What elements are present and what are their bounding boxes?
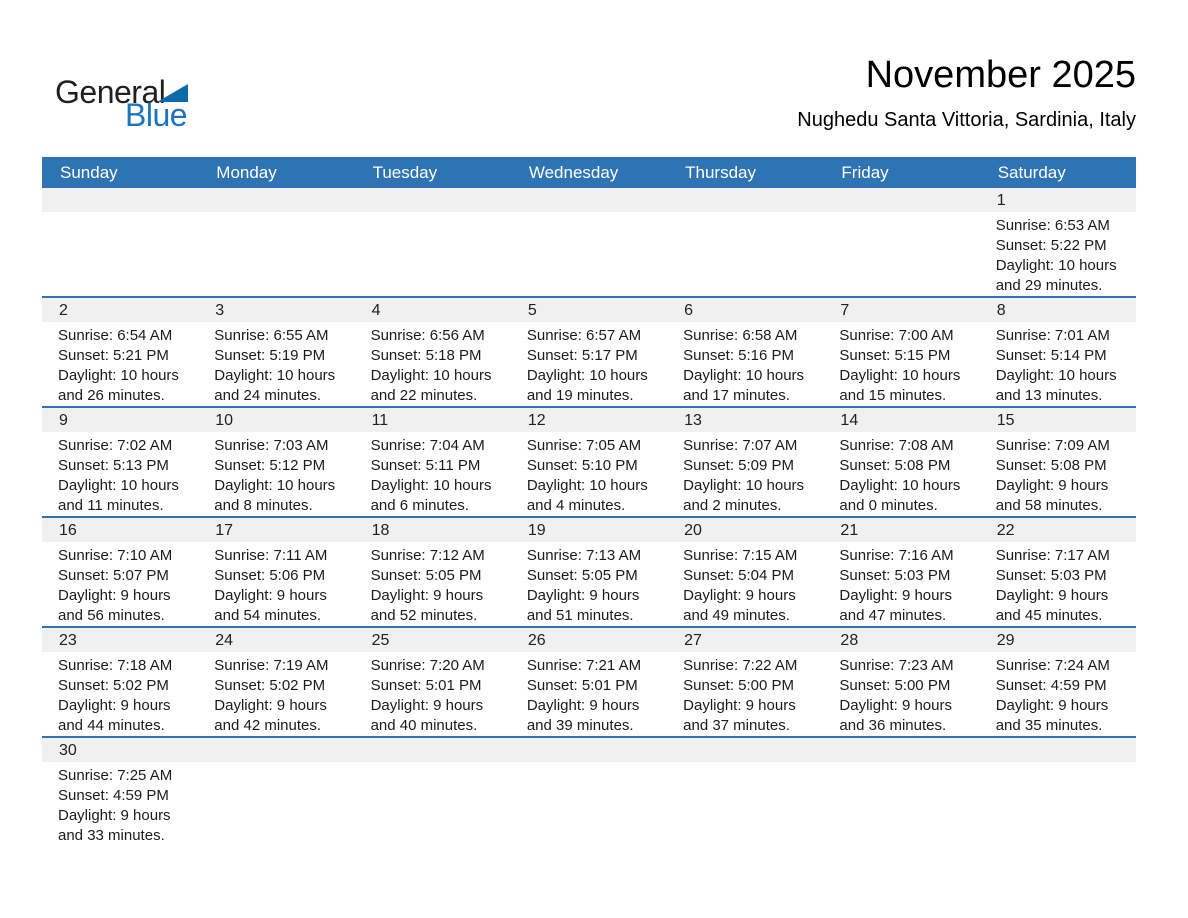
- day-number: [667, 188, 823, 212]
- day-detail-line: and 42 minutes.: [214, 717, 322, 734]
- day-detail-line: Sunrise: 7:24 AM: [995, 657, 1110, 674]
- day-detail-line: Sunrise: 7:03 AM: [214, 437, 329, 454]
- day-details: [198, 652, 354, 736]
- day-detail-line: Sunset: 5:02 PM: [214, 677, 326, 694]
- calendar-week-row: [42, 738, 1136, 846]
- day-detail-line: Sunset: 5:12 PM: [214, 457, 326, 474]
- empty-day-cell: [511, 188, 667, 296]
- empty-day-cell: [355, 738, 511, 846]
- day-detail-line: Sunrise: 7:20 AM: [370, 657, 485, 674]
- day-detail-line: Sunset: 5:16 PM: [683, 347, 795, 364]
- day-detail-line: and 44 minutes.: [58, 717, 165, 734]
- day-number: 8: [980, 298, 1136, 322]
- day-details: [823, 432, 979, 516]
- weekday-header-row: [42, 157, 1136, 188]
- day-detail-line: Daylight: 10 hours: [683, 367, 805, 384]
- day-cell-11: [355, 408, 511, 516]
- calendar-week-row: [42, 298, 1136, 408]
- day-detail-line: Sunrise: 7:22 AM: [683, 657, 798, 674]
- day-detail-line: Daylight: 10 hours: [995, 257, 1117, 274]
- day-detail-line: and 47 minutes.: [839, 607, 947, 624]
- day-details: [667, 652, 823, 736]
- day-details: [198, 432, 354, 516]
- empty-day-cell: [823, 738, 979, 846]
- day-detail-line: Daylight: 10 hours: [683, 477, 805, 494]
- day-detail-line: Sunrise: 6:54 AM: [58, 327, 173, 344]
- day-details: [355, 432, 511, 516]
- day-detail-line: Sunrise: 7:15 AM: [683, 547, 798, 564]
- calendar-week-row: [42, 518, 1136, 628]
- day-details: [823, 542, 979, 626]
- day-number: 22: [980, 518, 1136, 542]
- day-detail-line: Sunset: 5:00 PM: [683, 677, 795, 694]
- day-detail-line: Sunrise: 7:21 AM: [526, 657, 642, 674]
- day-details: [823, 652, 979, 736]
- day-cell-8: [980, 298, 1136, 406]
- day-details: [511, 542, 667, 626]
- day-details: [42, 762, 198, 846]
- day-number: [511, 738, 667, 762]
- day-detail-line: Sunset: 5:13 PM: [58, 457, 169, 474]
- day-detail-line: Sunset: 5:21 PM: [58, 347, 169, 364]
- day-number: [980, 738, 1136, 762]
- title-block: [797, 55, 1136, 132]
- day-detail-line: Sunset: 5:07 PM: [58, 567, 169, 584]
- day-detail-line: Daylight: 9 hours: [683, 697, 796, 714]
- day-detail-line: and 45 minutes.: [995, 607, 1103, 624]
- empty-day-cell: [42, 188, 198, 296]
- day-cell-13: [667, 408, 823, 516]
- day-number: 7: [823, 298, 979, 322]
- day-details: [980, 322, 1136, 406]
- day-detail-line: and 19 minutes.: [526, 387, 634, 404]
- day-number: 16: [42, 518, 198, 542]
- empty-day-cell: [355, 188, 511, 296]
- day-details: [667, 432, 823, 516]
- day-detail-line: Sunset: 5:02 PM: [58, 677, 169, 694]
- day-detail-line: and 33 minutes.: [58, 827, 165, 844]
- day-cell-17: [198, 518, 354, 626]
- day-number: 5: [511, 298, 667, 322]
- day-number: 19: [511, 518, 667, 542]
- day-detail-line: Daylight: 9 hours: [839, 587, 952, 604]
- day-detail-line: Daylight: 9 hours: [214, 697, 327, 714]
- day-cell-3: [198, 298, 354, 406]
- weekday-header-thursday: Thursday: [685, 163, 757, 182]
- day-detail-line: Sunset: 5:19 PM: [214, 347, 326, 364]
- day-detail-line: Sunset: 5:06 PM: [214, 567, 326, 584]
- day-number: 29: [980, 628, 1136, 652]
- general-blue-logo: [55, 76, 275, 146]
- day-details: [42, 212, 198, 296]
- day-details: [198, 542, 354, 626]
- day-details: [511, 432, 667, 516]
- day-cell-2: [42, 298, 198, 406]
- day-detail-line: and 0 minutes.: [839, 497, 938, 514]
- calendar-week-row: [42, 628, 1136, 738]
- day-detail-line: and 36 minutes.: [839, 717, 947, 734]
- day-number: [355, 188, 511, 212]
- day-detail-line: Sunset: 4:59 PM: [58, 787, 169, 804]
- day-detail-line: Daylight: 10 hours: [526, 367, 648, 384]
- day-details: [980, 542, 1136, 626]
- day-detail-line: Daylight: 9 hours: [58, 587, 171, 604]
- day-details: [667, 212, 823, 296]
- day-detail-line: Daylight: 9 hours: [995, 697, 1109, 714]
- day-cell-19: [511, 518, 667, 626]
- day-detail-line: Daylight: 9 hours: [839, 697, 952, 714]
- day-detail-line: Sunrise: 7:05 AM: [526, 437, 642, 454]
- day-number: 9: [42, 408, 198, 432]
- day-details: [980, 212, 1136, 296]
- day-detail-line: Sunset: 5:01 PM: [526, 677, 638, 694]
- day-number: 23: [42, 628, 198, 652]
- day-number: [511, 188, 667, 212]
- day-details: [511, 652, 667, 736]
- day-detail-line: Sunrise: 7:10 AM: [58, 547, 173, 564]
- day-detail-line: Daylight: 9 hours: [683, 587, 796, 604]
- day-cell-6: [667, 298, 823, 406]
- day-detail-line: and 4 minutes.: [526, 497, 626, 514]
- day-detail-line: Sunrise: 7:04 AM: [370, 437, 485, 454]
- day-detail-line: and 17 minutes.: [683, 387, 790, 404]
- day-cell-27: [667, 628, 823, 736]
- location-subtitle: Nughedu Santa Vittoria, Sardinia, Italy: [797, 109, 1136, 131]
- day-cell-10: [198, 408, 354, 516]
- day-cell-9: [42, 408, 198, 516]
- day-cell-16: [42, 518, 198, 626]
- empty-day-cell: [198, 738, 354, 846]
- day-number: 18: [355, 518, 511, 542]
- day-details: [42, 652, 198, 736]
- day-details: [198, 762, 354, 846]
- day-cell-20: [667, 518, 823, 626]
- day-detail-line: and 24 minutes.: [214, 387, 322, 404]
- day-number: 6: [667, 298, 823, 322]
- day-cell-30: [42, 738, 198, 846]
- day-details: [42, 322, 198, 406]
- day-detail-line: Sunset: 5:03 PM: [839, 567, 951, 584]
- day-detail-line: and 22 minutes.: [370, 387, 478, 404]
- day-cell-24: [198, 628, 354, 736]
- day-detail-line: Daylight: 9 hours: [58, 807, 171, 824]
- day-number: [667, 738, 823, 762]
- day-number: 20: [667, 518, 823, 542]
- weekday-header-tuesday: Tuesday: [372, 163, 438, 182]
- day-cell-4: [355, 298, 511, 406]
- day-detail-line: Sunset: 5:15 PM: [839, 347, 951, 364]
- day-number: 28: [823, 628, 979, 652]
- day-detail-line: Sunrise: 7:09 AM: [995, 437, 1110, 454]
- day-number: 27: [667, 628, 823, 652]
- day-detail-line: and 52 minutes.: [370, 607, 478, 624]
- day-number: [823, 188, 979, 212]
- day-detail-line: Sunrise: 7:12 AM: [370, 547, 485, 564]
- calendar-weeks: [42, 188, 1136, 846]
- calendar-week-row: [42, 408, 1136, 518]
- day-detail-line: and 15 minutes.: [839, 387, 947, 404]
- day-cell-7: [823, 298, 979, 406]
- weekday-header-wednesday: Wednesday: [528, 163, 619, 182]
- day-detail-line: Daylight: 9 hours: [995, 477, 1109, 494]
- day-detail-line: Sunrise: 6:55 AM: [214, 327, 329, 344]
- day-details: [823, 212, 979, 296]
- day-detail-line: Sunset: 5:10 PM: [526, 457, 638, 474]
- day-detail-line: Sunrise: 7:13 AM: [526, 547, 642, 564]
- day-detail-line: Daylight: 10 hours: [995, 367, 1117, 384]
- day-detail-line: Sunrise: 7:08 AM: [839, 437, 954, 454]
- day-detail-line: Sunset: 5:17 PM: [526, 347, 638, 364]
- day-details: [355, 322, 511, 406]
- day-details: [42, 432, 198, 516]
- day-detail-line: Sunrise: 7:02 AM: [58, 437, 173, 454]
- day-detail-line: and 39 minutes.: [526, 717, 634, 734]
- day-detail-line: and 2 minutes.: [683, 497, 782, 514]
- day-details: [355, 212, 511, 296]
- calendar: [42, 157, 1136, 846]
- day-details: [42, 542, 198, 626]
- day-detail-line: Sunset: 5:05 PM: [526, 567, 638, 584]
- day-detail-line: and 13 minutes.: [995, 387, 1103, 404]
- day-detail-line: and 37 minutes.: [683, 717, 790, 734]
- day-detail-line: Sunset: 5:09 PM: [683, 457, 795, 474]
- day-details: [667, 542, 823, 626]
- day-cell-26: [511, 628, 667, 736]
- day-number: 4: [355, 298, 511, 322]
- day-number: 17: [198, 518, 354, 542]
- day-detail-line: Daylight: 10 hours: [58, 477, 179, 494]
- day-detail-line: Sunrise: 7:01 AM: [995, 327, 1110, 344]
- day-cell-28: [823, 628, 979, 736]
- weekday-header-saturday: Saturday: [997, 163, 1066, 182]
- day-details: [198, 212, 354, 296]
- day-detail-line: Sunrise: 6:58 AM: [683, 327, 798, 344]
- day-cell-21: [823, 518, 979, 626]
- day-detail-line: Sunset: 5:04 PM: [683, 567, 795, 584]
- day-detail-line: Sunrise: 7:18 AM: [58, 657, 173, 674]
- day-number: 30: [42, 738, 198, 762]
- day-detail-line: and 35 minutes.: [995, 717, 1103, 734]
- empty-day-cell: [980, 738, 1136, 846]
- logo-text-general: General: [55, 74, 166, 110]
- day-detail-line: Daylight: 9 hours: [995, 587, 1109, 604]
- day-detail-line: Sunrise: 6:57 AM: [526, 327, 642, 344]
- day-details: [980, 652, 1136, 736]
- day-detail-line: Sunrise: 7:23 AM: [839, 657, 954, 674]
- weekday-header-monday: Monday: [216, 163, 277, 182]
- day-details: [667, 762, 823, 846]
- day-number: [355, 738, 511, 762]
- day-detail-line: Sunrise: 6:53 AM: [995, 217, 1110, 234]
- day-number: 15: [980, 408, 1136, 432]
- day-details: [823, 762, 979, 846]
- day-detail-line: and 40 minutes.: [370, 717, 478, 734]
- day-detail-line: Daylight: 9 hours: [526, 697, 640, 714]
- day-detail-line: Daylight: 10 hours: [58, 367, 179, 384]
- day-detail-line: Daylight: 10 hours: [370, 477, 492, 494]
- day-details: [355, 762, 511, 846]
- logo-text-blue: Blue: [125, 97, 188, 133]
- day-detail-line: Daylight: 9 hours: [370, 697, 484, 714]
- day-details: [823, 322, 979, 406]
- day-detail-line: Daylight: 10 hours: [839, 367, 961, 384]
- empty-day-cell: [511, 738, 667, 846]
- calendar-week-row: [42, 188, 1136, 298]
- day-cell-14: [823, 408, 979, 516]
- day-details: [355, 542, 511, 626]
- day-cell-5: [511, 298, 667, 406]
- day-cell-12: [511, 408, 667, 516]
- day-detail-line: and 26 minutes.: [58, 387, 165, 404]
- day-detail-line: Sunrise: 7:07 AM: [683, 437, 798, 454]
- day-number: 3: [198, 298, 354, 322]
- day-number: [823, 738, 979, 762]
- weekday-header-friday: Friday: [841, 163, 889, 182]
- day-detail-line: Sunset: 5:05 PM: [370, 567, 482, 584]
- day-cell-1: [980, 188, 1136, 296]
- day-details: [667, 322, 823, 406]
- day-number: 25: [355, 628, 511, 652]
- day-detail-line: Sunset: 5:01 PM: [370, 677, 482, 694]
- day-detail-line: Sunrise: 7:17 AM: [995, 547, 1110, 564]
- day-detail-line: Sunrise: 7:16 AM: [839, 547, 954, 564]
- day-number: 10: [198, 408, 354, 432]
- day-detail-line: Sunrise: 7:19 AM: [214, 657, 329, 674]
- day-number: 13: [667, 408, 823, 432]
- day-detail-line: and 58 minutes.: [995, 497, 1103, 514]
- weekday-header-sunday: Sunday: [60, 163, 118, 182]
- day-detail-line: Daylight: 9 hours: [370, 587, 484, 604]
- day-number: 12: [511, 408, 667, 432]
- day-detail-line: and 29 minutes.: [995, 277, 1103, 294]
- day-number: 26: [511, 628, 667, 652]
- day-number: 14: [823, 408, 979, 432]
- day-detail-line: Sunset: 4:59 PM: [995, 677, 1107, 694]
- day-detail-line: and 49 minutes.: [683, 607, 790, 624]
- day-cell-22: [980, 518, 1136, 626]
- day-details: [355, 652, 511, 736]
- day-detail-line: Daylight: 10 hours: [839, 477, 961, 494]
- day-number: 21: [823, 518, 979, 542]
- day-detail-line: Sunset: 5:14 PM: [995, 347, 1107, 364]
- day-details: [511, 212, 667, 296]
- empty-day-cell: [823, 188, 979, 296]
- day-number: 24: [198, 628, 354, 652]
- day-details: [980, 762, 1136, 846]
- day-detail-line: and 8 minutes.: [214, 497, 313, 514]
- day-details: [980, 432, 1136, 516]
- day-detail-line: Sunrise: 6:56 AM: [370, 327, 485, 344]
- day-detail-line: and 54 minutes.: [214, 607, 322, 624]
- day-detail-line: Daylight: 9 hours: [58, 697, 171, 714]
- day-number: [198, 188, 354, 212]
- day-detail-line: Sunset: 5:08 PM: [839, 457, 951, 474]
- day-cell-25: [355, 628, 511, 736]
- day-detail-line: Daylight: 9 hours: [214, 587, 327, 604]
- day-detail-line: Sunrise: 7:25 AM: [58, 767, 173, 784]
- day-detail-line: and 6 minutes.: [370, 497, 469, 514]
- day-cell-18: [355, 518, 511, 626]
- day-detail-line: and 56 minutes.: [58, 607, 165, 624]
- day-detail-line: Sunset: 5:08 PM: [995, 457, 1107, 474]
- day-details: [511, 322, 667, 406]
- day-number: 2: [42, 298, 198, 322]
- day-detail-line: Sunset: 5:22 PM: [995, 237, 1107, 254]
- day-detail-line: Sunset: 5:03 PM: [995, 567, 1107, 584]
- day-detail-line: Daylight: 10 hours: [214, 367, 336, 384]
- day-detail-line: and 11 minutes.: [58, 497, 164, 514]
- day-detail-line: Sunset: 5:18 PM: [370, 347, 482, 364]
- day-number: [198, 738, 354, 762]
- day-detail-line: Sunrise: 7:11 AM: [214, 547, 328, 564]
- day-number: 1: [980, 188, 1136, 212]
- empty-day-cell: [667, 188, 823, 296]
- empty-day-cell: [667, 738, 823, 846]
- day-detail-line: Sunset: 5:11 PM: [370, 457, 481, 474]
- day-detail-line: Sunrise: 7:00 AM: [839, 327, 954, 344]
- day-detail-line: Daylight: 9 hours: [526, 587, 640, 604]
- day-details: [511, 762, 667, 846]
- day-detail-line: and 51 minutes.: [526, 607, 634, 624]
- day-cell-23: [42, 628, 198, 736]
- day-number: [42, 188, 198, 212]
- day-detail-line: Daylight: 10 hours: [526, 477, 648, 494]
- day-cell-29: [980, 628, 1136, 736]
- day-cell-15: [980, 408, 1136, 516]
- day-detail-line: Daylight: 10 hours: [214, 477, 336, 494]
- day-detail-line: Sunset: 5:00 PM: [839, 677, 951, 694]
- empty-day-cell: [198, 188, 354, 296]
- page-title: November 2025: [865, 54, 1136, 96]
- day-detail-line: Daylight: 10 hours: [370, 367, 492, 384]
- day-number: 11: [355, 408, 511, 432]
- day-details: [198, 322, 354, 406]
